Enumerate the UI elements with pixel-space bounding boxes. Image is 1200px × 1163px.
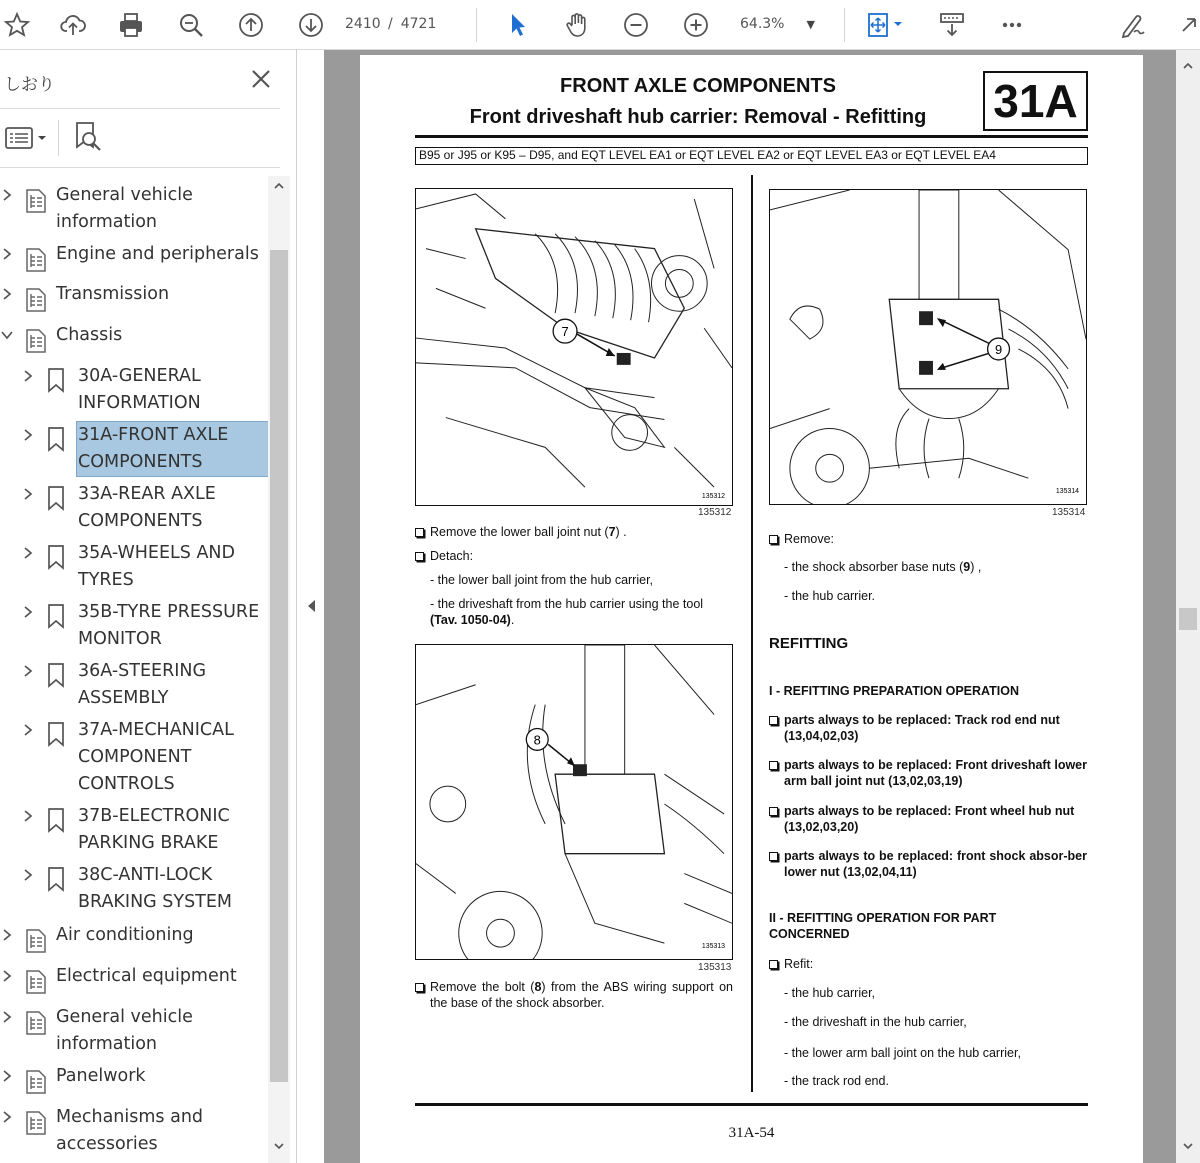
document-tree-icon [24, 1010, 48, 1036]
chevron-right-icon[interactable] [0, 1010, 14, 1024]
fit-page-icon[interactable] [860, 8, 910, 42]
select-cursor-icon[interactable] [500, 8, 534, 42]
zoom-level-value: 64.3% [740, 16, 785, 32]
chevron-right-icon[interactable] [21, 723, 35, 737]
figure-small-id: 135312 [701, 493, 726, 501]
bookmark-tree [0, 176, 270, 1163]
document-scrollbar-thumb[interactable] [1179, 608, 1197, 630]
column-divider [751, 175, 753, 1092]
bookmark-label: 33A-REAR AXLE COMPONENTS [78, 484, 216, 531]
bookmark-label: 38C-ANTI-LOCK BRAKING SYSTEM [78, 865, 233, 912]
panel-title: しおり [4, 75, 55, 95]
bookmark-icon [44, 603, 68, 629]
main-toolbar [0, 0, 1200, 50]
checkbox-bullet-icon [769, 852, 778, 861]
scroll-up-icon[interactable] [1182, 60, 1194, 72]
parts-replace-hub-nut: parts always to be replaced: Front wheel hub nut (13,02,03,20) [769, 803, 1087, 835]
bookmark-air-conditioning[interactable] [0, 922, 270, 952]
shock-absorber-base-illustration [770, 190, 1086, 504]
document-tree-icon [24, 928, 48, 954]
page-down-icon[interactable] [294, 8, 328, 42]
step-remove: Remove: [769, 531, 1089, 547]
panel-divider [0, 167, 280, 168]
page-subtitle: Front driveshaft hub carrier: Removal - Refitting [469, 106, 927, 128]
chevron-right-icon[interactable] [21, 369, 35, 383]
lower-ball-joint-illustration [416, 189, 732, 505]
zoom-in-icon[interactable] [679, 8, 713, 42]
bookmark-icon [44, 866, 68, 892]
refitting-operation-heading: II - REFITTING OPERATION FOR PART CONCERNED [769, 911, 997, 941]
chevron-right-icon[interactable] [21, 664, 35, 678]
parts-replace-track-rod-nut: parts always to be replaced: Track rod end nut (13,04,02,03) [769, 712, 1087, 744]
toolbar-divider [844, 8, 845, 42]
chevron-right-icon[interactable] [21, 487, 35, 501]
chevron-right-icon[interactable] [0, 247, 14, 261]
bookmark-icon [44, 544, 68, 570]
document-tree-icon [24, 287, 48, 313]
star-icon[interactable] [0, 8, 34, 42]
share-icon[interactable] [1172, 8, 1200, 42]
checkbox-bullet-icon [415, 528, 424, 537]
parts-replace-shock-nut: parts always to be replaced: front shock absor-ber lower nut (13,02,04,11) [769, 848, 1087, 880]
zoom-level-select[interactable] [740, 9, 835, 39]
step-refit-track-rod-end: - the track rod end. [784, 1074, 889, 1088]
bookmark-label: General vehicle information [56, 185, 193, 232]
bookmark-35a-wheels-and-tyres[interactable] [0, 540, 270, 594]
document-tree-icon [24, 969, 48, 995]
page-separator: / [388, 16, 393, 32]
figure-135314 [769, 189, 1087, 505]
bookmark-31a-front-axle-components[interactable] [0, 422, 270, 476]
more-icon[interactable] [995, 8, 1029, 42]
document-tree-icon [24, 1069, 48, 1095]
parts-replace-ball-joint-nut: parts always to be replaced: Front driveshaft lower arm ball joint nut (13,02,03,19) [769, 757, 1087, 789]
scroll-down-icon[interactable] [1182, 1140, 1194, 1152]
figure-number: 135314 [1052, 507, 1086, 518]
bookmark-label-selected: 31A-FRONT AXLE COMPONENTS [77, 422, 268, 476]
bookmark-label: 37A-MECHANICAL COMPONENT CONTROLS [78, 720, 234, 794]
checkbox-bullet-icon [769, 535, 778, 544]
pdf-page [360, 55, 1143, 1163]
bookmark-icon [44, 662, 68, 688]
chevron-right-icon[interactable] [0, 287, 14, 301]
cloud-upload-icon[interactable] [56, 8, 90, 42]
document-tree-icon [24, 1110, 48, 1136]
bookmark-label: Electrical equipment [56, 966, 237, 986]
checkbox-bullet-icon [769, 807, 778, 816]
step-refit-driveshaft: - the driveshaft in the hub carrier, [784, 1015, 967, 1029]
step-detach-driveshaft: - the driveshaft from the hub carrier using the tool (Tav. 1050-04). [430, 597, 704, 627]
bookmark-icon [44, 721, 68, 747]
step-remove-hub-carrier: - the hub carrier. [784, 589, 876, 603]
section-badge: 31A [983, 71, 1088, 131]
chevron-down-icon[interactable] [0, 328, 14, 342]
bookmark-mechanisms-and-accessories[interactable] [0, 1104, 270, 1158]
refitting-prep-heading: I - REFITTING PREPARATION OPERATION [769, 684, 1019, 698]
document-tree-icon [24, 328, 48, 354]
document-tree-icon [24, 247, 48, 273]
bookmark-label: 35B-TYRE PRESSURE MONITOR [78, 602, 260, 649]
bookmark-panelwork[interactable] [0, 1063, 270, 1093]
toolbar-divider [476, 8, 477, 42]
chevron-right-icon[interactable] [21, 809, 35, 823]
scroll-mode-icon[interactable] [935, 8, 969, 42]
chevron-down-icon: ▼ [806, 17, 815, 31]
bookmark-general-vehicle-information[interactable] [0, 182, 270, 236]
bookmark-icon [44, 807, 68, 833]
bookmark-general-vehicle-information-2[interactable] [0, 1004, 270, 1058]
footer-rule [415, 1103, 1088, 1106]
callout-7: 7 [561, 324, 569, 340]
bookmark-label: Mechanisms and accessories [56, 1107, 204, 1154]
bookmark-label: General vehicle information [56, 1007, 193, 1054]
checkbox-bullet-icon [415, 552, 424, 561]
zoom-out-icon[interactable] [619, 8, 653, 42]
chevron-right-icon[interactable] [0, 928, 14, 942]
bookmark-33a-rear-axle-components[interactable] [0, 481, 270, 535]
panel-divider [58, 120, 59, 156]
bookmark-engine-and-peripherals[interactable] [0, 241, 270, 271]
chevron-right-icon[interactable] [0, 1110, 14, 1124]
chevron-right-icon[interactable] [0, 1069, 14, 1083]
collapse-panel-icon[interactable] [305, 598, 317, 614]
chevron-right-icon[interactable] [0, 969, 14, 983]
document-scrollbar[interactable] [1176, 50, 1200, 1163]
abs-wiring-support-illustration [416, 645, 732, 959]
bookmark-label: Chassis [56, 325, 123, 345]
bookmark-37b-electronic-parking-brake[interactable] [0, 803, 270, 857]
step-remove-shock-nuts: - the shock absorber base nuts (9) , [784, 560, 982, 574]
bookmarks-panel [0, 50, 297, 1163]
bookmark-label: 37B-ELECTRONIC PARKING BRAKE [78, 806, 230, 853]
scroll-down-icon[interactable] [273, 1140, 285, 1152]
chevron-right-icon[interactable] [21, 868, 35, 882]
bookmark-label: Air conditioning [56, 925, 194, 945]
bookmark-icon [44, 367, 68, 393]
bookmark-30a-general-information[interactable] [0, 363, 270, 417]
bookmark-label: Panelwork [56, 1066, 146, 1086]
panel-divider [0, 108, 280, 109]
vehicle-applicability: B95 or J95 or K95 – D95, and EQT LEVEL EA1 or EQT LEVEL EA2 or EQT LEVEL EA3 or EQT LEVEL EA4 [415, 147, 1088, 165]
bookmark-chassis[interactable] [0, 322, 270, 352]
step-refit-hub-carrier: - the hub carrier, [784, 986, 876, 1000]
page-footer-number: 31A-54 [728, 1125, 775, 1141]
figure-small-id: 135314 [1055, 488, 1080, 496]
bookmark-37a-mechanical-component-controls[interactable] [0, 717, 270, 798]
page-number-box[interactable] [345, 9, 475, 39]
figure-number: 135313 [698, 962, 732, 973]
figure-number: 135312 [698, 507, 732, 518]
step-refit: Refit: [769, 956, 1089, 972]
step-refit-ball-joint: - the lower arm ball joint on the hub carrier, [784, 1046, 1021, 1060]
bookmark-label: 30A-GENERAL INFORMATION [78, 366, 201, 413]
callout-9: 9 [994, 341, 1003, 357]
bookmark-35b-tyre-pressure-monitor[interactable] [0, 599, 270, 653]
find-bookmark-icon[interactable] [70, 120, 104, 154]
bookmark-36a-steering-assembly[interactable] [0, 658, 270, 712]
chevron-right-icon[interactable] [21, 605, 35, 619]
current-page-input[interactable]: 2410 [345, 16, 381, 32]
page-up-icon[interactable] [234, 8, 268, 42]
document-tree-icon [24, 188, 48, 214]
page-title: FRONT AXLE COMPONENTS [560, 75, 836, 97]
bookmark-label: 36A-STEERING ASSEMBLY [78, 661, 207, 708]
chevron-right-icon[interactable] [21, 546, 35, 560]
refitting-heading: REFITTING [769, 635, 849, 652]
checkbox-bullet-icon [769, 960, 778, 969]
sign-icon[interactable] [1116, 8, 1150, 42]
bookmark-icon [44, 426, 68, 452]
checkbox-bullet-icon [415, 983, 424, 992]
bookmark-icon [44, 485, 68, 511]
hand-icon[interactable] [560, 8, 594, 42]
total-pages: 4721 [400, 16, 437, 32]
bookmark-label: Transmission [56, 284, 170, 304]
sidebar-scrollbar-thumb[interactable] [270, 250, 288, 1082]
step-remove-bolt: Remove the bolt (8) from the ABS wiring support on the base of the shock absorber. [415, 979, 733, 1011]
step-remove-nut: Remove the lower ball joint nut (7) . [415, 524, 735, 540]
figure-135312 [415, 188, 733, 506]
bookmark-38c-anti-lock-braking-system[interactable] [0, 862, 270, 916]
figure-small-id: 135313 [701, 943, 726, 951]
checkbox-bullet-icon [769, 761, 778, 770]
checkbox-bullet-icon [769, 716, 778, 725]
bookmark-transmission[interactable] [0, 281, 270, 311]
step-detach-ball-joint: - the lower ball joint from the hub carrier, [430, 573, 654, 587]
zoom-search-icon[interactable] [174, 8, 208, 42]
options-menu-icon[interactable] [4, 122, 48, 156]
chevron-right-icon[interactable] [0, 188, 14, 202]
callout-8: 8 [533, 732, 541, 748]
bookmark-label: Engine and peripherals [56, 244, 259, 264]
step-detach: Detach: [415, 548, 735, 564]
scroll-up-icon[interactable] [273, 180, 285, 192]
close-icon[interactable] [248, 66, 274, 92]
chevron-right-icon[interactable] [21, 428, 35, 442]
bookmark-electrical-equipment[interactable] [0, 963, 270, 993]
header-rule [415, 135, 1088, 138]
bookmark-label: 35A-WHEELS AND TYRES [78, 543, 235, 590]
figure-135313 [415, 644, 733, 960]
print-icon[interactable] [114, 8, 148, 42]
